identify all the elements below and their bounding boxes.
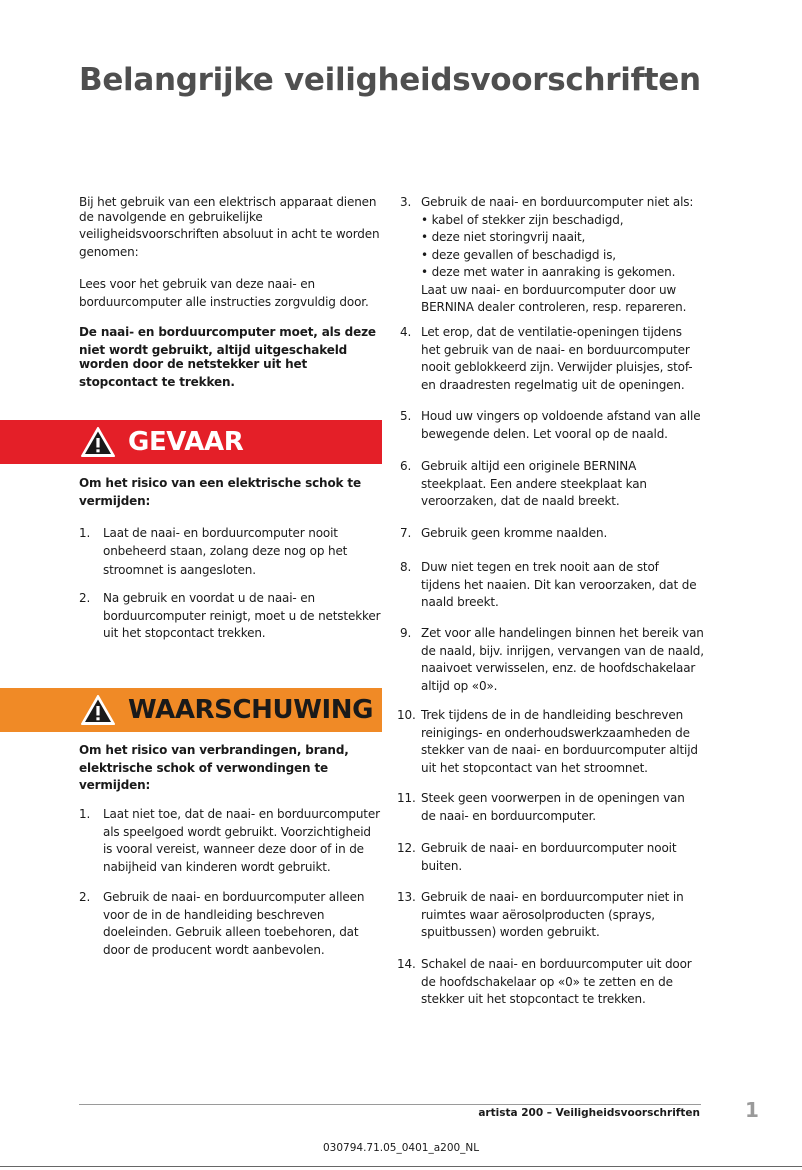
text-line: Gebruik de naai- en borduurcomputer niet als:	[421, 195, 694, 209]
text-line: • deze niet storingvrij naait,	[421, 230, 586, 244]
text-line: Schakel de naai- en borduurcomputer uit door	[421, 957, 692, 971]
text-line: voor de in de handleiding beschreven	[103, 907, 325, 922]
text-line: buiten.	[421, 858, 463, 873]
text-line: de navolgende en gebruikelijke	[79, 209, 263, 224]
intro-paragraph-1	[79, 194, 384, 261]
item-number: 4.	[400, 325, 412, 339]
text-line: nabijheid van kinderen wordt gebruikt.	[103, 859, 331, 874]
page-number: 1	[745, 1098, 759, 1122]
text-line: nooit geblokkeerd zijn. Verwijder pluisjes, stof-	[421, 360, 693, 374]
text-line: • deze gevallen of beschadigd is,	[421, 247, 616, 262]
text-line: stopcontact te trekken.	[79, 374, 235, 389]
text-line: Steek geen voorwerpen in de openingen van	[421, 791, 685, 805]
text-line: BERNINA dealer controleren, resp. repareren.	[421, 300, 687, 314]
danger-label: GEVAAR	[128, 427, 244, 457]
item-number: 14.	[397, 957, 416, 971]
text-line: Gebruik geen kromme naalden.	[421, 526, 608, 540]
text-line: • deze met water in aanraking is gekomen.	[421, 265, 676, 279]
text-line: stekker uit het stopcontact te trekken.	[421, 992, 646, 1006]
text-line: steekplaat. Een andere steekplaat kan	[421, 476, 647, 491]
item-number: 2.	[79, 890, 91, 904]
text-line: Zet voor alle handelingen binnen het bereik van	[421, 626, 704, 640]
item-number: 11.	[397, 791, 416, 805]
danger-heading	[79, 475, 384, 510]
text-line: uit het stopcontact van het stroomnet.	[421, 760, 648, 775]
text-line: stroomnet is aangesloten.	[103, 563, 256, 577]
text-line: Let erop, dat de ventilatie-openingen tijdens	[421, 325, 682, 339]
text-line: en draadresten regelmatig uit de openingen.	[421, 377, 685, 392]
warning-heading	[79, 742, 384, 795]
item-number: 3.	[400, 195, 412, 209]
text-line: onbeheerd staan, zolang deze nog op het	[103, 543, 348, 558]
text-line: Gebruik altijd een originele BERNINA	[421, 459, 637, 473]
item-number: 13.	[397, 890, 416, 904]
item-number: 6.	[400, 459, 412, 473]
text-line: Duw niet tegen en trek nooit aan de stof	[421, 560, 659, 574]
text-line: Om het risico van verbrandingen, brand,	[79, 743, 349, 757]
text-line: Trek tijdens de in de handleiding beschreven	[421, 708, 684, 722]
text-line: Laat uw naai- en borduurcomputer door uw	[421, 282, 677, 297]
item-number: 10.	[397, 708, 416, 722]
danger-banner	[0, 420, 382, 464]
text-line: Laat de naai- en borduurcomputer nooit	[103, 526, 338, 540]
text-line: Gebruik de naai- en borduurcomputer niet in	[421, 890, 684, 904]
intro-paragraph-2	[79, 276, 384, 311]
text-line: als speelgoed wordt gebruikt. Voorzichtigheid	[103, 824, 371, 839]
item-number: 12.	[397, 841, 416, 855]
text-line: naaivoet verwisselen, enz. de hoofdschakelaar	[421, 661, 696, 675]
text-line: De naai- en borduurcomputer moet, als deze	[79, 325, 376, 339]
footer-divider	[79, 1104, 701, 1105]
text-line: Gebruik de naai- en borduurcomputer nooit	[421, 841, 677, 855]
text-line: door de producent wordt aanbevolen.	[103, 942, 325, 957]
warning-triangle-icon	[81, 427, 115, 457]
text-line: • kabel of stekker zijn beschadigd,	[421, 212, 624, 227]
text-line: Gebruik de naai- en borduurcomputer alleen	[103, 890, 365, 904]
item-number: 1.	[79, 526, 91, 540]
text-line: vermijden:	[79, 778, 151, 792]
text-line: veroorzaken, dat de naald breekt.	[421, 494, 620, 508]
text-line: vermijden:	[79, 493, 151, 508]
text-line: elektrische schok of verwondingen te	[79, 760, 329, 775]
text-line: de naald, bijv. inrijgen, vervangen van de naald,	[421, 643, 704, 658]
text-line: de naai- en borduurcomputer.	[421, 808, 596, 823]
text-line: is vooral vereist, wanneer deze door of in de	[103, 842, 364, 856]
item-number: 2.	[79, 591, 91, 605]
text-line: uit het stopcontact trekken.	[103, 626, 266, 640]
text-line: niet wordt gebruikt, altijd uitgeschakeld	[79, 342, 348, 357]
text-line: de hoofdschakelaar op «0» te zetten en de	[421, 974, 673, 989]
page-title: Belangrijke veiligheidsvoorschriften	[79, 62, 701, 98]
intro-paragraph-3	[79, 324, 384, 391]
item-number: 9.	[400, 626, 412, 640]
item-number: 5.	[400, 409, 412, 423]
text-line: stekker van de naai- en borduurcomputer altijd	[421, 743, 698, 757]
text-line: ruimtes waar aërosolproducten (sprays,	[421, 907, 655, 922]
text-line: borduurcomputer alle instructies zorgvuldig door.	[79, 294, 369, 309]
text-line: borduurcomputer reinigt, moet u de netstekker	[103, 608, 381, 623]
text-line: Lees voor het gebruik van deze naai- en	[79, 277, 315, 291]
item-number: 8.	[400, 560, 412, 574]
text-line: Om het risico van een elektrische schok te	[79, 476, 361, 490]
text-line: reinigings- en onderhoudswerkzaamheden de	[421, 725, 690, 740]
text-line: worden door de netstekker uit het	[79, 357, 308, 371]
running-title: artista 200 – Veiligheidsvoorschriften	[478, 1107, 700, 1119]
warning-label: WAARSCHUWING	[128, 695, 374, 725]
warning-triangle-icon	[81, 695, 115, 725]
text-line: bewegende delen. Let vooral op de naald.	[421, 426, 668, 441]
document-code: 030794.71.05_0401_a200_NL	[323, 1142, 480, 1154]
text-line: altijd op «0».	[421, 678, 498, 693]
text-line: Houd uw vingers op voldoende afstand van alle	[421, 409, 701, 423]
bottom-divider	[0, 1166, 802, 1167]
text-line: doeleinden. Gebruik alleen toebehoren, dat	[103, 925, 359, 939]
text-line: genomen:	[79, 244, 139, 259]
item-number: 7.	[400, 526, 412, 540]
text-line: spuitbussen) worden gebruikt.	[421, 925, 600, 939]
text-line: Bij het gebruik van een elektrisch apparaat dienen	[79, 195, 377, 209]
text-line: veiligheidsvoorschriften absoluut in acht te worden	[79, 227, 380, 241]
warning-banner	[0, 688, 382, 732]
text-line: het gebruik van de naai- en borduurcomputer	[421, 342, 690, 357]
text-line: tijdens het naaien. Dit kan veroorzaken, dat de	[421, 577, 697, 592]
item-number: 1.	[79, 807, 91, 821]
text-line: Na gebruik en voordat u de naai- en	[103, 591, 315, 605]
text-line: naald breekt.	[421, 595, 499, 609]
text-line: Laat niet toe, dat de naai- en borduurcomputer	[103, 807, 380, 821]
